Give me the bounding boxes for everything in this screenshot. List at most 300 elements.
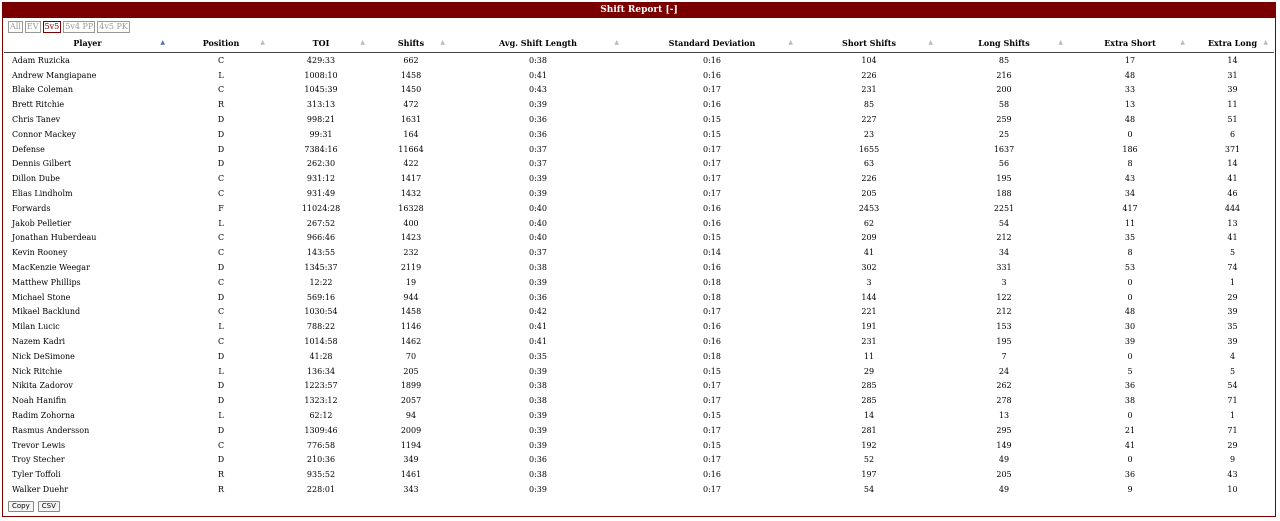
stat-cell: 0:36 bbox=[529, 115, 547, 125]
table-row bbox=[4, 97, 1274, 112]
stat-cell: 4 bbox=[1229, 351, 1236, 361]
stat-cell: 1014:58 bbox=[304, 337, 338, 347]
stat-cell: 0:40 bbox=[529, 203, 547, 213]
table-row bbox=[4, 231, 1274, 246]
stat-cell: C bbox=[217, 277, 225, 287]
stat-cell: 1030:54 bbox=[304, 307, 338, 317]
player-name-cell: Chris Tanev bbox=[12, 115, 61, 125]
stat-cell: 31 bbox=[1227, 70, 1238, 80]
stat-cell: 94 bbox=[405, 411, 417, 421]
stat-cell: C bbox=[217, 337, 225, 347]
stat-cell: 0:17 bbox=[703, 307, 721, 317]
player-name-cell: Mikael Backlund bbox=[12, 307, 81, 317]
stat-cell: 2119 bbox=[400, 263, 422, 273]
stat-cell: 0 bbox=[1127, 129, 1133, 139]
stat-cell: 212 bbox=[996, 233, 1012, 243]
stat-cell: 931:12 bbox=[306, 174, 336, 184]
stat-cell: L bbox=[218, 322, 224, 332]
stat-cell: 19 bbox=[405, 277, 417, 287]
stat-cell: 0:39 bbox=[529, 440, 547, 450]
stat-cell: 0:18 bbox=[703, 351, 721, 361]
stat-cell: 34 bbox=[998, 248, 1010, 258]
stat-cell: 8 bbox=[1127, 159, 1133, 169]
stat-cell: C bbox=[217, 85, 225, 95]
stat-cell: D bbox=[217, 129, 225, 139]
stat-cell: 1 bbox=[1229, 277, 1236, 287]
stat-cell: 0:16 bbox=[703, 100, 721, 110]
player-name-cell: Forwards bbox=[12, 203, 51, 213]
stat-cell: 0:38 bbox=[529, 381, 547, 391]
stat-cell: 3 bbox=[1001, 277, 1007, 287]
stat-cell: R bbox=[217, 485, 225, 494]
stat-cell: D bbox=[217, 425, 225, 435]
table-body bbox=[4, 53, 1274, 497]
report-title-bar bbox=[3, 3, 1275, 18]
stat-cell: 0:18 bbox=[703, 292, 721, 302]
stat-cell: 0:16 bbox=[703, 55, 721, 65]
column-header-shifts[interactable]: Shifts ▲ bbox=[371, 34, 451, 53]
stat-cell: 0 bbox=[1127, 277, 1133, 287]
table-row bbox=[4, 216, 1274, 231]
stat-cell: 48 bbox=[1124, 307, 1136, 317]
stat-cell: 0 bbox=[1127, 455, 1133, 465]
table-row bbox=[4, 112, 1274, 127]
player-name-cell: Dillon Dube bbox=[12, 174, 61, 184]
stat-cell: 400 bbox=[403, 218, 419, 228]
stat-cell: 205 bbox=[996, 470, 1012, 480]
stat-cell: 39 bbox=[1227, 85, 1238, 95]
stat-cell: C bbox=[217, 248, 225, 258]
stat-cell: 0 bbox=[1127, 351, 1133, 361]
table-row bbox=[4, 201, 1274, 216]
table-row bbox=[4, 275, 1274, 290]
strength-filter-group bbox=[8, 21, 130, 33]
table-row bbox=[4, 408, 1274, 423]
stat-cell: 1309:46 bbox=[304, 425, 338, 435]
stat-cell: 24 bbox=[998, 366, 1010, 376]
table-row bbox=[4, 349, 1274, 364]
stat-cell: 0 bbox=[1127, 292, 1133, 302]
stat-cell: 197 bbox=[861, 470, 877, 480]
player-name-cell: Tyler Toffoli bbox=[12, 470, 61, 480]
player-name-cell: Andrew Mangiapane bbox=[12, 70, 97, 80]
stat-cell: 153 bbox=[996, 322, 1012, 332]
stat-cell: 104 bbox=[861, 55, 877, 65]
stat-cell: 278 bbox=[996, 396, 1012, 406]
player-name-cell: Noah Hanifin bbox=[12, 396, 67, 406]
stat-cell: C bbox=[217, 174, 225, 184]
stat-cell: 5 bbox=[1229, 248, 1236, 258]
column-header-extra-short[interactable]: Extra Short ▲ bbox=[1069, 34, 1191, 53]
stat-cell: 6 bbox=[1229, 129, 1236, 139]
stat-cell: 17 bbox=[1124, 55, 1136, 65]
stat-cell: 210:36 bbox=[306, 455, 336, 465]
table-row bbox=[4, 290, 1274, 305]
stat-cell: 0:17 bbox=[703, 381, 721, 391]
stat-cell: D bbox=[217, 455, 225, 465]
table-row bbox=[4, 83, 1274, 98]
stat-cell: 349 bbox=[403, 455, 419, 465]
column-header-position[interactable]: Position ▲ bbox=[171, 34, 271, 53]
stat-cell: 188 bbox=[996, 189, 1012, 199]
stat-cell: 0:17 bbox=[703, 396, 721, 406]
stat-cell: 285 bbox=[861, 396, 877, 406]
stat-cell: 11 bbox=[1227, 100, 1238, 110]
stat-cell: 422 bbox=[403, 159, 419, 169]
stat-cell: 0:16 bbox=[703, 203, 721, 213]
stat-cell: 371 bbox=[1224, 144, 1241, 154]
player-name-cell: Brett Ritchie bbox=[12, 100, 65, 110]
player-name-cell: Rasmus Andersson bbox=[12, 425, 90, 435]
table-row bbox=[4, 319, 1274, 334]
column-header-extra-long[interactable]: Extra Long ▲ bbox=[1191, 34, 1274, 53]
stat-cell: 0:16 bbox=[703, 263, 721, 273]
player-name-cell: Radim Zohorna bbox=[12, 411, 75, 421]
stat-cell: 30 bbox=[1124, 322, 1136, 332]
collapse-toggle-link[interactable]: [-] bbox=[665, 5, 678, 15]
stat-cell: 41 bbox=[1124, 440, 1136, 450]
stat-cell: 313:13 bbox=[306, 100, 336, 110]
stat-cell: 192 bbox=[861, 440, 877, 450]
stat-cell: 228:01 bbox=[306, 485, 336, 494]
filter-4v5-pk-button[interactable]: 4v5 PK bbox=[99, 22, 128, 31]
sort-both-icon: ▲ bbox=[1180, 39, 1185, 46]
table-row bbox=[4, 364, 1274, 379]
player-name-cell: MacKenzie Weegar bbox=[12, 263, 90, 273]
column-header-toi[interactable]: TOI ▲ bbox=[271, 34, 371, 53]
shift-report-panel bbox=[2, 2, 1276, 517]
stat-cell: 935:52 bbox=[306, 470, 336, 480]
stat-cell: 569:16 bbox=[306, 292, 336, 302]
stat-cell: 2009 bbox=[400, 425, 422, 435]
player-name-cell: Adam Ruzicka bbox=[12, 55, 70, 65]
stat-cell: 0:40 bbox=[529, 218, 547, 228]
stat-cell: 0:17 bbox=[703, 189, 721, 199]
stat-cell: 54 bbox=[998, 218, 1010, 228]
shift-report-table bbox=[4, 34, 1274, 497]
stat-cell: 0:36 bbox=[529, 292, 547, 302]
stat-cell: 136:34 bbox=[306, 366, 336, 376]
stat-cell: 1045:39 bbox=[304, 85, 338, 95]
stat-cell: 0:39 bbox=[529, 366, 547, 376]
stat-cell: 1323:12 bbox=[304, 396, 338, 406]
stat-cell: C bbox=[217, 55, 225, 65]
stat-cell: C bbox=[217, 307, 225, 317]
stat-cell: 23 bbox=[863, 129, 875, 139]
table-row bbox=[4, 423, 1274, 438]
stat-cell: 0:40 bbox=[529, 233, 547, 243]
stat-cell: 0:17 bbox=[703, 485, 721, 494]
stat-cell: 35 bbox=[1227, 322, 1238, 332]
stat-cell: 8 bbox=[1127, 248, 1133, 258]
stat-cell: 51 bbox=[1227, 115, 1238, 125]
player-name-cell: Kevin Rooney bbox=[12, 248, 68, 258]
stat-cell: 285 bbox=[861, 381, 877, 391]
stat-cell: 11024:28 bbox=[301, 203, 341, 213]
stat-cell: 58 bbox=[998, 100, 1010, 110]
stat-cell: 0:16 bbox=[703, 337, 721, 347]
stat-cell: 11664 bbox=[398, 144, 424, 154]
sort-both-icon: ▲ bbox=[440, 39, 445, 46]
table-row bbox=[4, 186, 1274, 201]
stat-cell: 0:39 bbox=[529, 425, 547, 435]
stat-cell: 205 bbox=[861, 189, 877, 199]
filter-ev-button[interactable]: EV bbox=[26, 22, 39, 31]
stat-cell: 417 bbox=[1122, 203, 1138, 213]
table-header-row bbox=[4, 34, 1274, 53]
player-name-cell: Jonathan Huberdeau bbox=[12, 233, 97, 243]
stat-cell: D bbox=[217, 115, 225, 125]
player-name-cell: Connor Mackey bbox=[12, 129, 76, 139]
stat-cell: 7384:16 bbox=[304, 144, 338, 154]
stat-cell: 227 bbox=[861, 115, 877, 125]
stat-cell: 36 bbox=[1124, 381, 1136, 391]
player-name-cell: Trevor Lewis bbox=[12, 440, 66, 450]
stat-cell: 2057 bbox=[400, 396, 422, 406]
stat-cell: 0:16 bbox=[703, 218, 721, 228]
stat-cell: 41:28 bbox=[309, 351, 333, 361]
table-row bbox=[4, 260, 1274, 275]
player-name-cell: Nikita Zadorov bbox=[12, 381, 73, 391]
stat-cell: 0:17 bbox=[703, 85, 721, 95]
stat-cell: 54 bbox=[863, 485, 875, 494]
stat-cell: 0:17 bbox=[703, 159, 721, 169]
sort-both-icon: ▲ bbox=[1058, 39, 1063, 46]
stat-cell: 71 bbox=[1227, 396, 1238, 406]
stat-cell: 9 bbox=[1127, 485, 1133, 494]
stat-cell: 302 bbox=[861, 263, 877, 273]
stat-cell: 13 bbox=[998, 411, 1010, 421]
table-row bbox=[4, 68, 1274, 83]
player-name-cell: Walker Duehr bbox=[12, 485, 69, 494]
column-header-standard-deviation[interactable]: Standard Deviation ▲ bbox=[625, 34, 799, 53]
stat-cell: D bbox=[217, 159, 225, 169]
stat-cell: 444 bbox=[1224, 203, 1241, 213]
column-header-avg-shift-length[interactable]: Avg. Shift Length ▲ bbox=[451, 34, 625, 53]
stat-cell: 0:38 bbox=[529, 470, 547, 480]
stat-cell: 259 bbox=[996, 115, 1012, 125]
sort-ascending-icon: ▲ bbox=[160, 39, 165, 46]
stat-cell: 0:39 bbox=[529, 100, 547, 110]
filter-all-button[interactable]: All bbox=[10, 22, 21, 31]
player-name-cell: Blake Coleman bbox=[12, 85, 74, 95]
stat-cell: 122 bbox=[996, 292, 1012, 302]
stat-cell: 74 bbox=[1227, 263, 1238, 273]
stat-cell: 1631 bbox=[400, 115, 422, 125]
stat-cell: 195 bbox=[996, 337, 1012, 347]
stat-cell: 0 bbox=[1127, 411, 1133, 421]
filter-5v5-button[interactable]: 5v5 bbox=[44, 22, 60, 31]
stat-cell: 343 bbox=[403, 485, 419, 494]
stat-cell: 212 bbox=[996, 307, 1012, 317]
export-actions bbox=[8, 501, 60, 512]
filter-5v4-pp-button[interactable]: 5v4 PP bbox=[65, 22, 94, 31]
report-title: Shift Report bbox=[600, 5, 663, 15]
stat-cell: 429:33 bbox=[306, 55, 336, 65]
stat-cell: 0:42 bbox=[529, 307, 547, 317]
stat-cell: 0:39 bbox=[529, 485, 547, 494]
stat-cell: 9 bbox=[1229, 455, 1236, 465]
stat-cell: 0:17 bbox=[703, 174, 721, 184]
stat-cell: 0:43 bbox=[529, 85, 547, 95]
table-row bbox=[4, 482, 1274, 497]
stat-cell: 0:14 bbox=[703, 248, 721, 258]
stat-cell: 0:41 bbox=[529, 337, 547, 347]
stat-cell: 231 bbox=[861, 337, 877, 347]
stat-cell: L bbox=[218, 218, 224, 228]
player-name-cell: Matthew Phillips bbox=[12, 277, 81, 287]
stat-cell: 0:15 bbox=[703, 440, 721, 450]
stat-cell: D bbox=[217, 263, 225, 273]
stat-cell: 195 bbox=[996, 174, 1012, 184]
stat-cell: 231 bbox=[861, 85, 877, 95]
stat-cell: 71 bbox=[1227, 425, 1238, 435]
stat-cell: 1655 bbox=[858, 144, 880, 154]
sort-both-icon: ▲ bbox=[788, 39, 793, 46]
table-row bbox=[4, 438, 1274, 453]
stat-cell: D bbox=[217, 351, 225, 361]
stat-cell: 0:37 bbox=[529, 144, 547, 154]
stat-cell: 14 bbox=[1227, 159, 1238, 169]
stat-cell: D bbox=[217, 144, 225, 154]
column-header-short-shifts[interactable]: Short Shifts ▲ bbox=[799, 34, 939, 53]
stat-cell: 662 bbox=[403, 55, 419, 65]
stat-cell: 164 bbox=[403, 129, 419, 139]
stat-cell: 226 bbox=[861, 70, 877, 80]
stat-cell: 0:37 bbox=[529, 159, 547, 169]
stat-cell: 39 bbox=[1227, 337, 1238, 347]
sort-both-icon: ▲ bbox=[360, 39, 365, 46]
stat-cell: 38 bbox=[1124, 396, 1136, 406]
stat-cell: 10 bbox=[1227, 485, 1238, 494]
stat-cell: 39 bbox=[1124, 337, 1136, 347]
stat-cell: 232 bbox=[403, 248, 419, 258]
stat-cell: 931:49 bbox=[306, 189, 336, 199]
stat-cell: 85 bbox=[863, 100, 875, 110]
stat-cell: 35 bbox=[1124, 233, 1136, 243]
sort-both-icon: ▲ bbox=[614, 39, 619, 46]
sort-both-icon: ▲ bbox=[260, 39, 265, 46]
stat-cell: 0:16 bbox=[703, 470, 721, 480]
stat-cell: 0:17 bbox=[703, 425, 721, 435]
stat-cell: 0:39 bbox=[529, 411, 547, 421]
stat-cell: 13 bbox=[1227, 218, 1238, 228]
stat-cell: 267:52 bbox=[306, 218, 336, 228]
stat-cell: 5 bbox=[1229, 366, 1236, 376]
stat-cell: 1223:57 bbox=[304, 381, 338, 391]
stat-cell: 966:46 bbox=[306, 233, 336, 243]
table-row bbox=[4, 127, 1274, 142]
stat-cell: 0:38 bbox=[529, 396, 547, 406]
table-row bbox=[4, 467, 1274, 482]
stat-cell: 191 bbox=[861, 322, 877, 332]
stat-cell: 63 bbox=[863, 159, 875, 169]
stat-cell: D bbox=[217, 381, 225, 391]
stat-cell: 0:38 bbox=[529, 55, 547, 65]
stat-cell: L bbox=[218, 70, 224, 80]
stat-cell: 0:36 bbox=[529, 129, 547, 139]
stat-cell: 12:22 bbox=[309, 277, 333, 287]
column-header-long-shifts[interactable]: Long Shifts ▲ bbox=[939, 34, 1069, 53]
stat-cell: 0:15 bbox=[703, 366, 721, 376]
stat-cell: 0:17 bbox=[703, 455, 721, 465]
stat-cell: 29 bbox=[863, 366, 875, 376]
stat-cell: 1458 bbox=[400, 307, 422, 317]
table-row bbox=[4, 142, 1274, 157]
stat-cell: 14 bbox=[1227, 55, 1238, 65]
sort-both-icon: ▲ bbox=[1263, 39, 1268, 46]
stat-cell: 29 bbox=[1227, 292, 1238, 302]
stat-cell: 54 bbox=[1227, 381, 1238, 391]
copy-button[interactable]: Copy bbox=[8, 501, 34, 512]
stat-cell: 0:17 bbox=[703, 144, 721, 154]
stat-cell: 205 bbox=[403, 366, 419, 376]
stat-cell: R bbox=[217, 100, 225, 110]
stat-cell: 56 bbox=[998, 159, 1010, 169]
stat-cell: 43 bbox=[1124, 174, 1136, 184]
stat-cell: C bbox=[217, 233, 225, 243]
stat-cell: 209 bbox=[861, 233, 877, 243]
stat-cell: 53 bbox=[1124, 263, 1136, 273]
table-row bbox=[4, 379, 1274, 394]
stat-cell: 11 bbox=[1124, 218, 1136, 228]
stat-cell: 0:36 bbox=[529, 455, 547, 465]
stat-cell: 0:15 bbox=[703, 233, 721, 243]
stat-cell: 0:15 bbox=[703, 411, 721, 421]
stat-cell: 1345:37 bbox=[304, 263, 338, 273]
table-row bbox=[4, 453, 1274, 468]
stat-cell: 7 bbox=[1001, 351, 1007, 361]
stat-cell: D bbox=[217, 396, 225, 406]
stat-cell: 0:16 bbox=[703, 70, 721, 80]
player-name-cell: Michael Stone bbox=[12, 292, 71, 302]
stat-cell: 99:31 bbox=[309, 129, 333, 139]
stat-cell: 41 bbox=[863, 248, 875, 258]
stat-cell: 85 bbox=[998, 55, 1010, 65]
stat-cell: 216 bbox=[996, 70, 1012, 80]
column-header-player[interactable]: Player ▲ bbox=[4, 34, 171, 53]
stat-cell: 46 bbox=[1227, 189, 1238, 199]
stat-cell: 39 bbox=[1227, 307, 1238, 317]
stat-cell: 221 bbox=[861, 307, 877, 317]
player-name-cell: Elias Lindholm bbox=[12, 189, 73, 199]
stat-cell: 34 bbox=[1124, 189, 1136, 199]
stat-cell: D bbox=[217, 292, 225, 302]
stat-cell: 1462 bbox=[400, 337, 422, 347]
stat-cell: 36 bbox=[1124, 470, 1136, 480]
player-name-cell: Nazem Kadri bbox=[12, 337, 66, 347]
stat-cell: 0:39 bbox=[529, 189, 547, 199]
csv-button[interactable]: CSV bbox=[38, 501, 60, 512]
stat-cell: L bbox=[218, 366, 224, 376]
stat-cell: 43 bbox=[1227, 470, 1238, 480]
table-row bbox=[4, 53, 1274, 68]
stat-cell: 788:22 bbox=[306, 322, 336, 332]
stat-cell: 0:39 bbox=[529, 277, 547, 287]
player-name-cell: Nick Ritchie bbox=[12, 366, 63, 376]
stat-cell: F bbox=[218, 203, 224, 213]
stat-cell: 200 bbox=[996, 85, 1012, 95]
table-row bbox=[4, 157, 1274, 172]
stat-cell: 1461 bbox=[400, 470, 422, 480]
sort-both-icon: ▲ bbox=[928, 39, 933, 46]
stat-cell: 48 bbox=[1124, 70, 1136, 80]
stat-cell: 149 bbox=[996, 440, 1012, 450]
stat-cell: 2453 bbox=[858, 203, 880, 213]
stat-cell: 226 bbox=[861, 174, 877, 184]
stat-cell: 0:15 bbox=[703, 129, 721, 139]
stat-cell: 1 bbox=[1229, 411, 1236, 421]
